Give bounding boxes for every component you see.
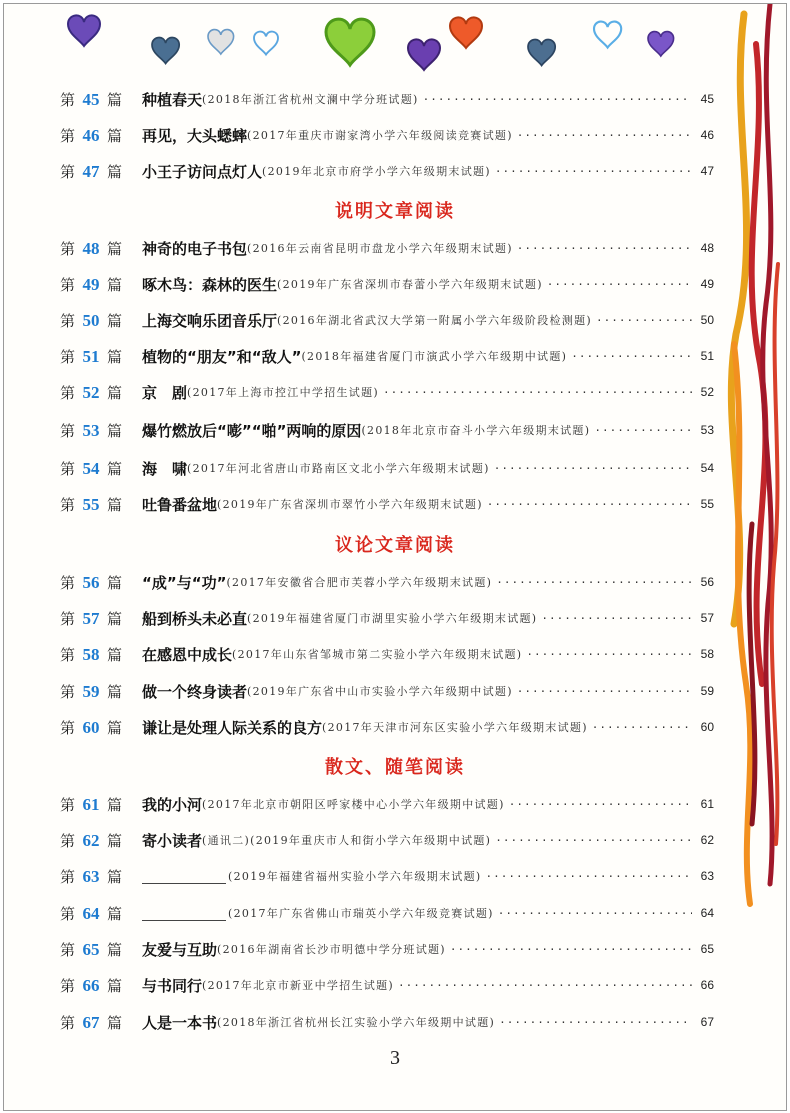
article-source: (2017年河北省唐山市路南区文北小学六年级期末试题) <box>187 462 490 475</box>
page-ref: 55 <box>700 497 714 511</box>
toc-entry[interactable] <box>60 570 714 594</box>
leader-dots <box>509 798 692 811</box>
article-title: 做一个终身读者 <box>142 682 248 701</box>
page-ref: 46 <box>700 128 714 142</box>
number-value: 55 <box>82 494 100 514</box>
toc-entry[interactable] <box>60 236 714 260</box>
di-label: 第 <box>60 347 76 366</box>
pian-label: 篇 <box>107 347 123 366</box>
di-label: 第 <box>60 573 76 592</box>
pian-label: 篇 <box>107 831 123 850</box>
page-ref: 57 <box>700 611 714 625</box>
pian-label: 篇 <box>107 904 123 923</box>
pian-label: 篇 <box>107 645 123 664</box>
article-number <box>60 939 142 960</box>
page-ref: 63 <box>700 869 714 883</box>
leader-dots <box>517 242 692 255</box>
article-title: 人是一本书 <box>142 1013 218 1032</box>
article-number <box>60 89 142 110</box>
article-source: (2019年福建省厦门市湖里实验小学六年级期末试题) <box>247 612 538 625</box>
article-source: (2017年山东省邹城市第二实验小学六年级期末试题) <box>232 648 523 661</box>
number-value: 46 <box>82 125 100 145</box>
article-number <box>60 310 142 331</box>
page-ref: 59 <box>700 684 714 698</box>
number-value: 62 <box>82 830 100 850</box>
article-source: (2017年北京市朝阳区呼家楼中心小学六年级期中试题) <box>202 798 505 811</box>
number-value: 48 <box>82 238 100 258</box>
table-of-contents <box>4 4 786 1110</box>
number-value: 57 <box>82 608 100 628</box>
article-source: (2019年广东省深圳市翠竹小学六年级期末试题) <box>217 498 483 511</box>
article-title: 在感恩中成长 <box>142 645 233 664</box>
leader-dots <box>517 129 692 142</box>
number-value: 63 <box>82 866 100 886</box>
toc-entry[interactable] <box>60 715 714 739</box>
article-number <box>60 608 142 629</box>
article-number <box>60 681 142 702</box>
page-ref: 53 <box>700 423 714 437</box>
article-title: 种植春天 <box>142 90 203 109</box>
section-heading-prose: 散文、随笔阅读 <box>325 757 465 778</box>
article-title: 船到桥头未必直 <box>142 609 248 628</box>
page-ref: 52 <box>700 385 714 399</box>
page-ref: 62 <box>700 833 714 847</box>
article-number <box>60 903 142 924</box>
article-number <box>60 125 142 146</box>
leader-dots <box>571 350 692 363</box>
di-label: 第 <box>60 1013 76 1032</box>
toc-entry[interactable] <box>60 308 714 332</box>
toc-entry[interactable] <box>60 123 714 147</box>
leader-dots <box>596 314 692 327</box>
article-title: 与书同行 <box>142 976 203 995</box>
di-label: 第 <box>60 682 76 701</box>
di-label: 第 <box>60 795 76 814</box>
di-label: 第 <box>60 831 76 850</box>
article-source: (2019年广东省中山市实验小学六年级期中试题) <box>247 685 513 698</box>
number-value: 64 <box>82 903 100 923</box>
di-label: 第 <box>60 609 76 628</box>
page-ref: 65 <box>700 942 714 956</box>
toc-entry[interactable] <box>60 87 714 111</box>
leader-dots <box>383 386 692 399</box>
article-source: (2017年天津市河东区实验小学六年级期末试题) <box>322 721 588 734</box>
pian-label: 篇 <box>107 940 123 959</box>
pian-label: 篇 <box>107 383 123 402</box>
number-value: 52 <box>82 382 100 402</box>
page-ref: 67 <box>700 1015 714 1029</box>
number-value: 50 <box>82 310 100 330</box>
leader-dots <box>594 424 692 437</box>
page-ref: 51 <box>700 349 714 363</box>
pian-label: 篇 <box>107 573 123 592</box>
article-title: 友爱与互助 <box>142 940 218 959</box>
number-value: 47 <box>82 161 100 181</box>
article-title: 爆竹燃放后“嘭”“啪”两响的原因 <box>142 421 362 440</box>
di-label: 第 <box>60 645 76 664</box>
number-value: 45 <box>82 89 100 109</box>
toc-entry[interactable] <box>60 901 714 925</box>
di-label: 第 <box>60 90 76 109</box>
di-label: 第 <box>60 940 76 959</box>
toc-entry[interactable] <box>60 159 714 183</box>
di-label: 第 <box>60 421 76 440</box>
leader-dots <box>541 612 692 625</box>
page-ref: 47 <box>700 164 714 178</box>
pian-label: 篇 <box>107 495 123 514</box>
number-value: 56 <box>82 572 100 592</box>
article-number <box>60 274 142 295</box>
article-source: (2018年浙江省杭州长江实验小学六年级期中试题) <box>217 1016 496 1029</box>
article-number <box>60 830 142 851</box>
article-source: (2017年上海市控江中学招生试题) <box>187 386 379 399</box>
article-source: (2018年浙江省杭州文澜中学分班试题) <box>202 93 419 106</box>
article-title: 京 剧 <box>142 383 188 402</box>
article-title: 神奇的电子书包 <box>142 239 248 258</box>
toc-entry[interactable] <box>60 418 714 442</box>
number-value: 58 <box>82 644 100 664</box>
number-value: 54 <box>82 458 100 478</box>
page-ref: 61 <box>700 797 714 811</box>
di-label: 第 <box>60 495 76 514</box>
toc-entry[interactable] <box>60 937 714 961</box>
leader-dots <box>487 498 692 511</box>
article-source: (通讯二)(2019年重庆市人和街小学六年级期中试题) <box>202 834 492 847</box>
toc-entry[interactable] <box>60 344 714 368</box>
leader-dots <box>398 979 692 992</box>
page-number: 3 <box>390 1047 400 1069</box>
leader-dots <box>496 576 692 589</box>
pian-label: 篇 <box>107 311 123 330</box>
pian-label: 篇 <box>107 421 123 440</box>
article-number <box>60 238 142 259</box>
number-value: 59 <box>82 681 100 701</box>
article-source: (2016年湖北省武汉大学第一附属小学六年级阶段检测题) <box>277 314 592 327</box>
number-value: 67 <box>82 1012 100 1032</box>
page-ref: 54 <box>700 461 714 475</box>
number-value: 65 <box>82 939 100 959</box>
toc-entry[interactable] <box>60 606 714 630</box>
article-number <box>60 494 142 515</box>
toc-entry[interactable] <box>60 792 714 816</box>
article-source: (2017年安徽省合肥市芙蓉小学六年级期末试题) <box>226 576 493 589</box>
article-source: (2017年重庆市谢家湾小学六年级阅读竞赛试题) <box>247 129 513 142</box>
pian-label: 篇 <box>107 976 123 995</box>
leader-dots <box>526 648 692 661</box>
article-source: (2017年北京市新亚中学招生试题) <box>202 979 394 992</box>
leader-dots <box>499 1016 692 1029</box>
leader-dots <box>592 721 692 734</box>
di-label: 第 <box>60 867 76 886</box>
number-value: 60 <box>82 717 100 737</box>
article-number <box>60 975 142 996</box>
pian-label: 篇 <box>107 718 123 737</box>
page-ref: 49 <box>700 277 714 291</box>
article-number <box>60 382 142 403</box>
leader-dots <box>423 93 692 106</box>
di-label: 第 <box>60 718 76 737</box>
article-source: (2018年北京市奋斗小学六年级期末试题) <box>361 424 591 437</box>
di-label: 第 <box>60 162 76 181</box>
toc-entry[interactable] <box>60 492 714 516</box>
title-blank-line[interactable] <box>142 869 226 884</box>
toc-entry[interactable] <box>60 973 714 997</box>
article-number <box>60 572 142 593</box>
article-number <box>60 717 142 738</box>
article-source: (2018年福建省厦门市演武小学六年级期中试题) <box>301 350 568 363</box>
article-title: 我的小河 <box>142 795 203 814</box>
document-page <box>3 3 787 1111</box>
pian-label: 篇 <box>107 867 123 886</box>
page-ref: 64 <box>700 906 714 920</box>
pian-label: 篇 <box>107 90 123 109</box>
leader-dots <box>495 834 692 847</box>
leader-dots <box>498 907 692 920</box>
pian-label: 篇 <box>107 609 123 628</box>
di-label: 第 <box>60 383 76 402</box>
di-label: 第 <box>60 311 76 330</box>
toc-entry[interactable] <box>60 272 714 296</box>
pian-label: 篇 <box>107 459 123 478</box>
section-heading-expository: 说明文章阅读 <box>335 201 455 222</box>
number-value: 53 <box>82 420 100 440</box>
page-ref: 45 <box>700 92 714 106</box>
article-number <box>60 866 142 887</box>
leader-dots <box>517 685 692 698</box>
article-source: (2017年广东省佛山市瑞英小学六年级竞赛试题) <box>228 907 494 920</box>
leader-dots <box>450 943 692 956</box>
article-number <box>60 1012 142 1033</box>
leader-dots <box>495 165 692 178</box>
toc-entry[interactable] <box>60 828 714 852</box>
article-title: 上海交响乐团音乐厅 <box>142 311 278 330</box>
article-number <box>60 794 142 815</box>
section-heading-argumentative: 议论文章阅读 <box>335 535 455 556</box>
di-label: 第 <box>60 239 76 258</box>
pian-label: 篇 <box>107 795 123 814</box>
number-value: 66 <box>82 975 100 995</box>
title-blank-line[interactable] <box>142 906 226 921</box>
article-title: 小王子访问点灯人 <box>142 162 263 181</box>
number-value: 51 <box>82 346 100 366</box>
pian-label: 篇 <box>107 239 123 258</box>
page-ref: 60 <box>700 720 714 734</box>
di-label: 第 <box>60 904 76 923</box>
article-title: 谦让是处理人际关系的良方 <box>142 718 323 737</box>
di-label: 第 <box>60 459 76 478</box>
toc-entry[interactable] <box>60 864 714 888</box>
pian-label: 篇 <box>107 275 123 294</box>
number-value: 49 <box>82 274 100 294</box>
di-label: 第 <box>60 126 76 145</box>
article-source: (2016年云南省昆明市盘龙小学六年级期末试题) <box>247 242 513 255</box>
toc-entry[interactable] <box>60 1010 714 1034</box>
article-title: 啄木鸟：森林的医生 <box>142 275 278 294</box>
article-title: “成”与“功” <box>142 573 227 592</box>
article-title: 海 啸 <box>142 459 188 478</box>
pian-label: 篇 <box>107 162 123 181</box>
page-ref: 58 <box>700 647 714 661</box>
article-number <box>60 420 142 441</box>
pian-label: 篇 <box>107 682 123 701</box>
di-label: 第 <box>60 976 76 995</box>
page-ref: 48 <box>700 241 714 255</box>
toc-entry[interactable] <box>60 456 714 480</box>
toc-entry[interactable] <box>60 380 714 404</box>
di-label: 第 <box>60 275 76 294</box>
article-number <box>60 161 142 182</box>
article-source: (2019年广东省深圳市春蕾小学六年级期末试题) <box>277 278 543 291</box>
article-source: (2019年福建省福州实验小学六年级期末试题) <box>228 870 482 883</box>
article-title: 再见，大头蟋蟀 <box>142 126 248 145</box>
pian-label: 篇 <box>107 1013 123 1032</box>
article-title: 吐鲁番盆地 <box>142 495 218 514</box>
toc-entry[interactable] <box>60 679 714 703</box>
page-ref: 66 <box>700 978 714 992</box>
article-title: 植物的“朋友”和“敌人” <box>142 347 302 366</box>
page-ref: 50 <box>700 313 714 327</box>
article-title: 寄小读者 <box>142 831 203 850</box>
article-source: (2016年湖南省长沙市明德中学分班试题) <box>217 943 446 956</box>
leader-dots <box>547 278 692 291</box>
number-value: 61 <box>82 794 100 814</box>
article-source: (2019年北京市府学小学六年级期末试题) <box>262 165 491 178</box>
article-number <box>60 644 142 665</box>
leader-dots <box>485 870 692 883</box>
article-number <box>60 458 142 479</box>
page-ref: 56 <box>700 575 714 589</box>
article-number <box>60 346 142 367</box>
leader-dots <box>494 462 692 475</box>
toc-entry[interactable] <box>60 642 714 666</box>
pian-label: 篇 <box>107 126 123 145</box>
